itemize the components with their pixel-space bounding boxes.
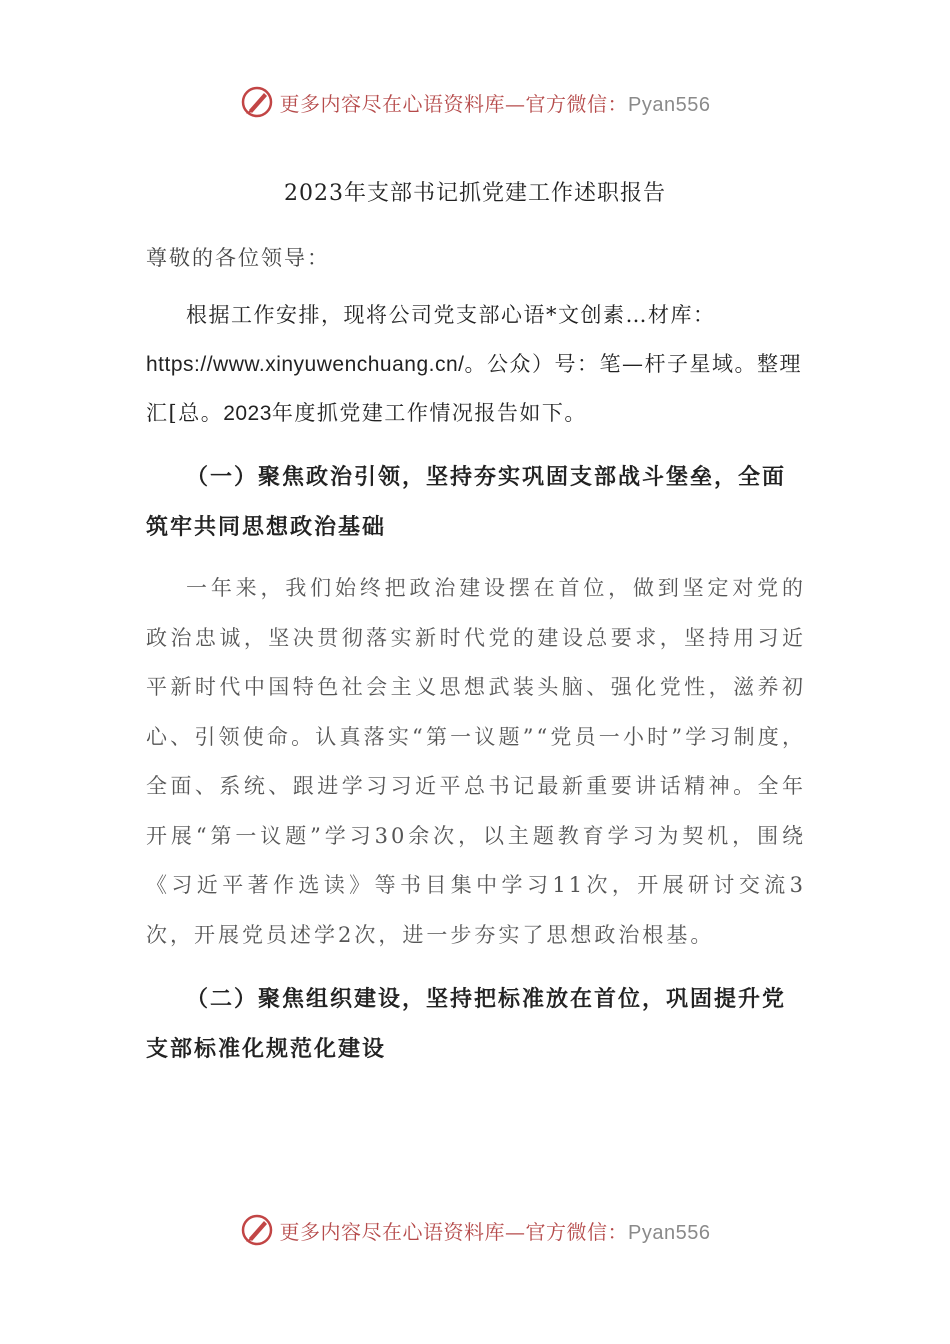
header-banner xyxy=(0,82,950,122)
wechat-id: Pyan556 xyxy=(628,93,711,116)
footer-banner xyxy=(0,1210,950,1250)
pen-circle-icon xyxy=(240,1213,274,1247)
banner-label: 更多内容尽在心语资料库—官方微信：Pyan556 xyxy=(279,1219,711,1244)
section-heading-2: （二）聚焦组织建设，坚持把标准放在首位，巩固提升党支部标准化规范化建设 xyxy=(146,986,787,1062)
section-body-1: 一年来，我们始终把政治建设摆在首位，做到坚定对党的政治忠诚，坚决贯彻落实新时代党的建设总要求，坚持用习近平新时代中国特色社会主义思想武装头脑、强化党性，滋养初心、引领使命。认真落实“第一议题”“党员一小时”学习制度，全面、系统、跟进学习习近平总书记最新重要讲话精神。全年开展“第一议题”学习30余次，以主题教育学习为契机，围绕《习近平著作选读》等书目集中学习11次，开展研讨交流3次，开展党员述学2次，进一步夯实了思想政治根基。 xyxy=(146,576,806,947)
salutation: 尊敬的各位领导： xyxy=(146,246,330,270)
pen-circle-icon xyxy=(240,85,274,119)
document-title: 2023年支部书记抓党建工作述职报告 xyxy=(284,181,666,206)
intro-paragraph: 根据工作安排，现将公司党支部心语*文创素…材库：https://www.xinyuwenchuang.cn/。公众）号：笔—杆子星域。整理汇[总。2023年度抓党建工作情况报告如下。 xyxy=(146,303,802,425)
source-url: https://www.xinyuwenchuang.cn/ xyxy=(146,353,465,376)
wechat-id: Pyan556 xyxy=(628,1221,711,1244)
banner-label: 更多内容尽在心语资料库—官方微信：Pyan556 xyxy=(279,91,711,116)
section-heading-1: （一）聚焦政治引领，坚持夯实巩固支部战斗堡垒，全面筑牢共同思想政治基础 xyxy=(146,464,787,540)
document-body xyxy=(146,234,806,1074)
